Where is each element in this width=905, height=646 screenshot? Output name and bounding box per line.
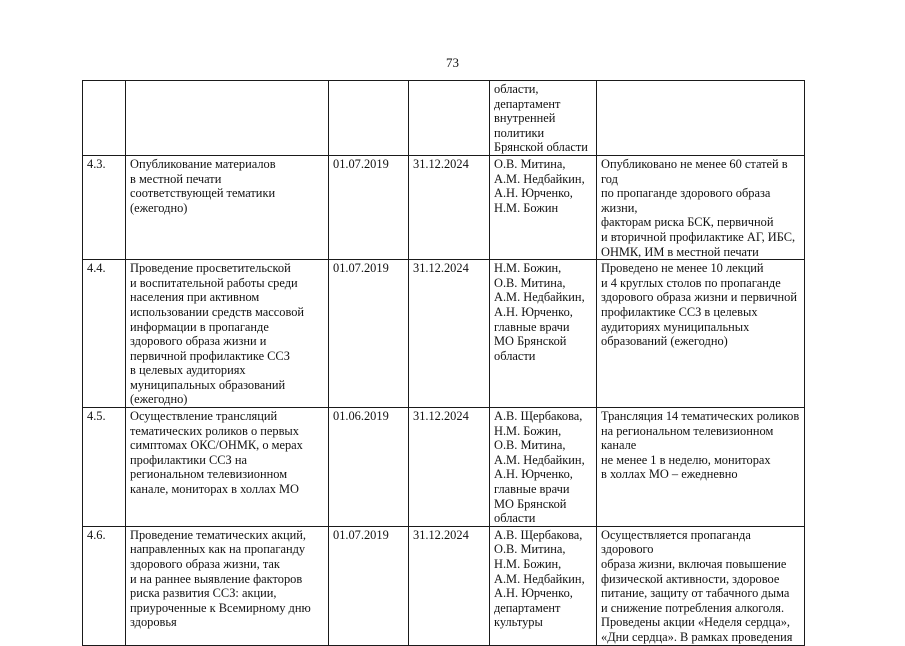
expected-result: Осуществляется пропаганда здорового образа жизни, включая повышение физической активности, здоровое питание, защиту от табачного дыма и снижение потребления алкоголя. Проведены акции «Неделя сердца», «Дни сердца». В рамках проведения bbox=[597, 526, 805, 645]
responsible: А.В. Щербакова, О.В. Митина, Н.М. Божин, А.М. Недбайкин, А.Н. Юрченко, департамент культуры bbox=[490, 526, 597, 645]
responsible: О.В. Митина, А.М. Недбайкин, А.Н. Юрченко, Н.М. Божин bbox=[490, 155, 597, 259]
item-number: 4.6. bbox=[83, 526, 126, 645]
start-date: 01.06.2019 bbox=[329, 408, 409, 527]
end-date: 31.12.2024 bbox=[409, 155, 490, 259]
item-name: Осуществление трансляций тематических роликов о первых симптомах ОКС/ОНМК, о мерах профилактики ССЗ на региональном телевизионном канале, мониторах в холлах МО bbox=[126, 408, 329, 527]
item-name: Проведение просветительской и воспитательной работы среди населения при активном использовании средств массовой информации в пропаганде здорового образа жизни и первичной профилактике ССЗ в целевых аудиториях муниципальных образований (ежегодно) bbox=[126, 260, 329, 408]
table-row bbox=[83, 526, 805, 645]
item-name: Опубликование материалов в местной печати соответствующей тематики (ежегодно) bbox=[126, 155, 329, 259]
start-date: 01.07.2019 bbox=[329, 526, 409, 645]
end-date: 31.12.2024 bbox=[409, 408, 490, 527]
expected-result: Трансляция 14 тематических роликов на региональном телевизионном канале не менее 1 в неделю, мониторах в холлах МО – ежедневно bbox=[597, 408, 805, 527]
table-row bbox=[83, 260, 805, 408]
end-date: 31.12.2024 bbox=[409, 526, 490, 645]
responsible: области, департамент внутренней политики Брянской области bbox=[490, 81, 597, 156]
page-number: 73 bbox=[446, 55, 459, 70]
start-date bbox=[329, 81, 409, 156]
table-row bbox=[83, 408, 805, 527]
expected-result: Опубликовано не менее 60 статей в год по пропаганде здорового образа жизни, факторам риска БСК, первичной и вторичной профилактике АГ, ИБС, ОНМК, ИМ в местной печати bbox=[597, 155, 805, 259]
expected-result: Проведено не менее 10 лекций и 4 круглых столов по пропаганде здорового образа жизни и первичной профилактике ССЗ в целевых аудиториях муниципальных образований (ежегодно) bbox=[597, 260, 805, 408]
activities-table bbox=[82, 80, 805, 646]
table-row bbox=[83, 81, 805, 156]
item-name: Проведение тематических акций, направленных как на пропаганду здорового образа жизни, так и на раннее выявление факторов риска развития ССЗ: акции, приуроченные к Всемирному дню здоровья bbox=[126, 526, 329, 645]
table-row bbox=[83, 155, 805, 259]
item-name bbox=[126, 81, 329, 156]
responsible: Н.М. Божин, О.В. Митина, А.М. Недбайкин, А.Н. Юрченко, главные врачи МО Брянской области bbox=[490, 260, 597, 408]
end-date bbox=[409, 81, 490, 156]
start-date: 01.07.2019 bbox=[329, 155, 409, 259]
item-number: 4.5. bbox=[83, 408, 126, 527]
item-number bbox=[83, 81, 126, 156]
end-date: 31.12.2024 bbox=[409, 260, 490, 408]
expected-result bbox=[597, 81, 805, 156]
responsible: А.В. Щербакова, Н.М. Божин, О.В. Митина, А.М. Недбайкин, А.Н. Юрченко, главные врачи МО Брянской области bbox=[490, 408, 597, 527]
start-date: 01.07.2019 bbox=[329, 260, 409, 408]
item-number: 4.4. bbox=[83, 260, 126, 408]
item-number: 4.3. bbox=[83, 155, 126, 259]
